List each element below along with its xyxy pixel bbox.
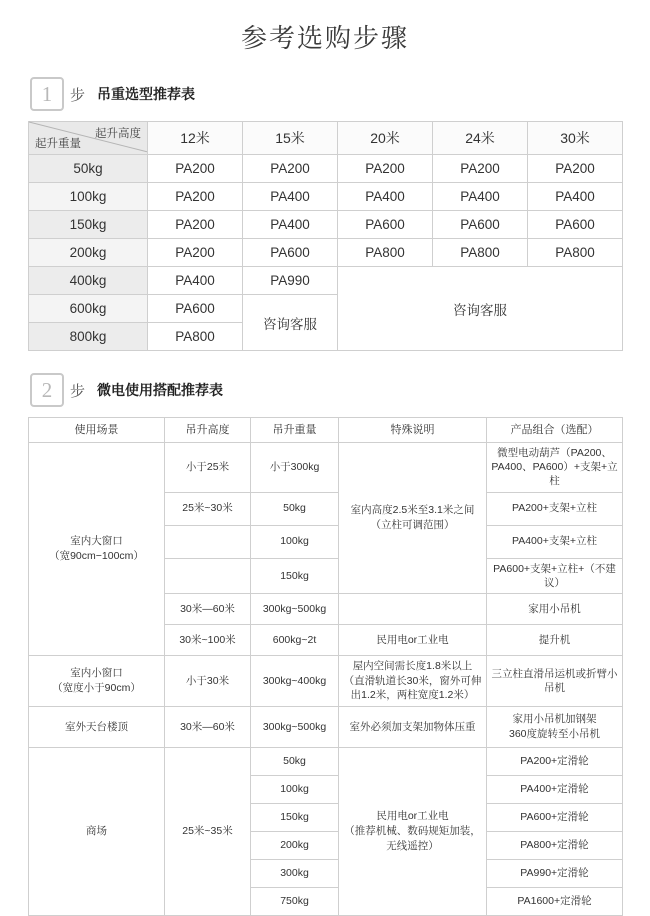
step-word-2: 步 (70, 382, 86, 400)
table2-g2-height-0: 30米—60米 (165, 706, 251, 747)
table2-g3-product-1: PA400+定滑轮 (487, 775, 623, 803)
table2-g0-height-2 (165, 525, 251, 558)
table2-scene-1: 室内小窗口 （宽度小于90cm） (29, 655, 165, 706)
table1-service-note-right: 咨询客服 (338, 267, 623, 351)
table2-g3-weight-2: 150kg (251, 803, 339, 831)
table2-g0-height-4: 30米—60米 (165, 593, 251, 624)
table1-cell-1-3: PA400 (433, 183, 528, 211)
step-word-1: 步 (70, 86, 86, 104)
table1-cell-2-1: PA400 (243, 211, 338, 239)
table1-corner-cell (29, 122, 148, 155)
lifting-selection-table (28, 121, 623, 351)
table2-g3-weight-3: 200kg (251, 831, 339, 859)
table1-cell-4-0: PA400 (148, 267, 243, 295)
table1-row-label-4: 400kg (29, 267, 148, 295)
table1-header-4: 30米 (528, 122, 623, 155)
table2-scene-2: 室外天台楼顶 (29, 706, 165, 747)
table2-g2-product-0: 家用小吊机加钢架 360度旋转至小吊机 (487, 706, 623, 747)
table1-cell-1-2: PA400 (338, 183, 433, 211)
table2-g1-note-0: 屋内空间需长度1.8米以上 （直滑轨道长30米，窗外可伸出1.2米，两柱宽度1.2米） (339, 655, 487, 706)
table1-cell-3-0: PA200 (148, 239, 243, 267)
table2-g3-weight-0: 50kg (251, 747, 339, 775)
table2-g0-weight-5: 600kg~2t (251, 624, 339, 655)
table2-header-2: 吊升重量 (251, 418, 339, 443)
table1-header-1: 15米 (243, 122, 338, 155)
table-row (29, 443, 623, 493)
table2-g0-weight-2: 100kg (251, 525, 339, 558)
table2-g0-height-0: 小于25米 (165, 443, 251, 493)
table2-g3-weight-4: 300kg (251, 859, 339, 887)
table1-cell-4-1: PA990 (243, 267, 338, 295)
table2-g3-product-5: PA1600+定滑轮 (487, 887, 623, 915)
table1-cell-2-2: PA600 (338, 211, 433, 239)
table-row (29, 747, 623, 775)
table2-g0-product-5: 提升机 (487, 624, 623, 655)
table1-cell-6-0: PA800 (148, 323, 243, 351)
table2-g1-product-0: 三立柱直滑吊运机或折臂小吊机 (487, 655, 623, 706)
table2-scene-0: 室内大窗口 （宽90cm−100cm） (29, 443, 165, 656)
table2-g1-height-0: 小于30米 (165, 655, 251, 706)
table2-g0-height-3 (165, 558, 251, 593)
table2-g0-product-0: 微型电动葫芦（PA200、PA400、PA600）+支架+立柱 (487, 443, 623, 493)
table2-g3-note-0: 民用电or工业电 （推荐机械、数码规矩加装，无线遥控） (339, 747, 487, 915)
table1-cell-2-0: PA200 (148, 211, 243, 239)
table1-row-label-0: 50kg (29, 155, 148, 183)
table2-g0-product-2: PA400+支架+立柱 (487, 525, 623, 558)
table1-corner-col-label: 起升高度 (95, 128, 141, 140)
table-row (29, 706, 623, 747)
table1-corner-row-label: 起升重量 (35, 138, 81, 150)
table-row (29, 239, 623, 267)
table2-header-3: 特殊说明 (339, 418, 487, 443)
table2-g0-product-4: 家用小吊机 (487, 593, 623, 624)
table1-cell-0-2: PA200 (338, 155, 433, 183)
table2-header-4: 产品组合（选配） (487, 418, 623, 443)
table1-header-0: 12米 (148, 122, 243, 155)
page-title: 参考选购步骤 (240, 23, 409, 53)
step-number-2: 2 (30, 373, 64, 407)
table2-g3-weight-5: 750kg (251, 887, 339, 915)
table1-cell-3-2: PA800 (338, 239, 433, 267)
table1-cell-3-1: PA600 (243, 239, 338, 267)
usage-recommendation-table-wrap (28, 417, 622, 916)
step-number-1: 1 (30, 77, 64, 111)
table2-g2-weight-0: 300kg~500kg (251, 706, 339, 747)
table2-g3-product-2: PA600+定滑轮 (487, 803, 623, 831)
table2-g0-weight-3: 150kg (251, 558, 339, 593)
table1-cell-0-4: PA200 (528, 155, 623, 183)
table1-header-3: 24米 (433, 122, 528, 155)
table2-g3-product-0: PA200+定滑轮 (487, 747, 623, 775)
table1-cell-1-4: PA400 (528, 183, 623, 211)
table2-g3-height-0: 25米~35米 (165, 747, 251, 915)
step-title-1: 吊重选型推荐表 (97, 86, 196, 102)
table-row (29, 155, 623, 183)
table1-header-2: 20米 (338, 122, 433, 155)
table-row (29, 211, 623, 239)
table2-g0-weight-0: 小于300kg (251, 443, 339, 493)
table2-header-1: 吊升高度 (165, 418, 251, 443)
usage-recommendation-table (28, 417, 623, 916)
table1-cell-2-3: PA600 (433, 211, 528, 239)
table2-g3-product-3: PA800+定滑轮 (487, 831, 623, 859)
table-row (29, 183, 623, 211)
table2-g0-product-1: PA200+支架+立柱 (487, 492, 623, 525)
table2-g0-note-0: 室内高度2.5米至3.1米之间 （立柱可调范围） (339, 443, 487, 594)
table2-g0-note-5: 民用电or工业电 (339, 624, 487, 655)
table1-cell-1-1: PA400 (243, 183, 338, 211)
table2-g1-weight-0: 300kg~400kg (251, 655, 339, 706)
table2-header-0: 使用场景 (29, 418, 165, 443)
table2-g3-weight-1: 100kg (251, 775, 339, 803)
table1-cell-3-4: PA800 (528, 239, 623, 267)
table1-row-label-3: 200kg (29, 239, 148, 267)
table1-cell-5-0: PA600 (148, 295, 243, 323)
table1-row-label-2: 150kg (29, 211, 148, 239)
table1-row-label-1: 100kg (29, 183, 148, 211)
table1-cell-1-0: PA200 (148, 183, 243, 211)
table2-g2-note-0: 室外必须加支架加物体压重 (339, 706, 487, 747)
step-title-2: 微电使用搭配推荐表 (97, 382, 224, 398)
table2-g0-height-5: 30米~100米 (165, 624, 251, 655)
table1-cell-0-1: PA200 (243, 155, 338, 183)
table1-row-label-5: 600kg (29, 295, 148, 323)
table1-cell-2-4: PA600 (528, 211, 623, 239)
table1-row-label-6: 800kg (29, 323, 148, 351)
table2-g0-note-4 (339, 593, 487, 624)
table2-g0-height-1: 25米~30米 (165, 492, 251, 525)
table1-cell-0-3: PA200 (433, 155, 528, 183)
table1-cell-0-0: PA200 (148, 155, 243, 183)
table1-service-note-left: 咨询客服 (243, 295, 338, 351)
table2-g3-product-4: PA990+定滑轮 (487, 859, 623, 887)
table2-scene-3: 商场 (29, 747, 165, 915)
table2-g0-weight-1: 50kg (251, 492, 339, 525)
table-row (29, 655, 623, 706)
table2-g0-weight-4: 300kg~500kg (251, 593, 339, 624)
table-row (29, 267, 623, 295)
table1-cell-3-3: PA800 (433, 239, 528, 267)
step-header-1 (30, 77, 650, 111)
lifting-selection-table-wrap (28, 121, 622, 351)
step-header-2 (30, 373, 650, 407)
table2-g0-product-3: PA600+支架+立柱+（不建议） (487, 558, 623, 593)
